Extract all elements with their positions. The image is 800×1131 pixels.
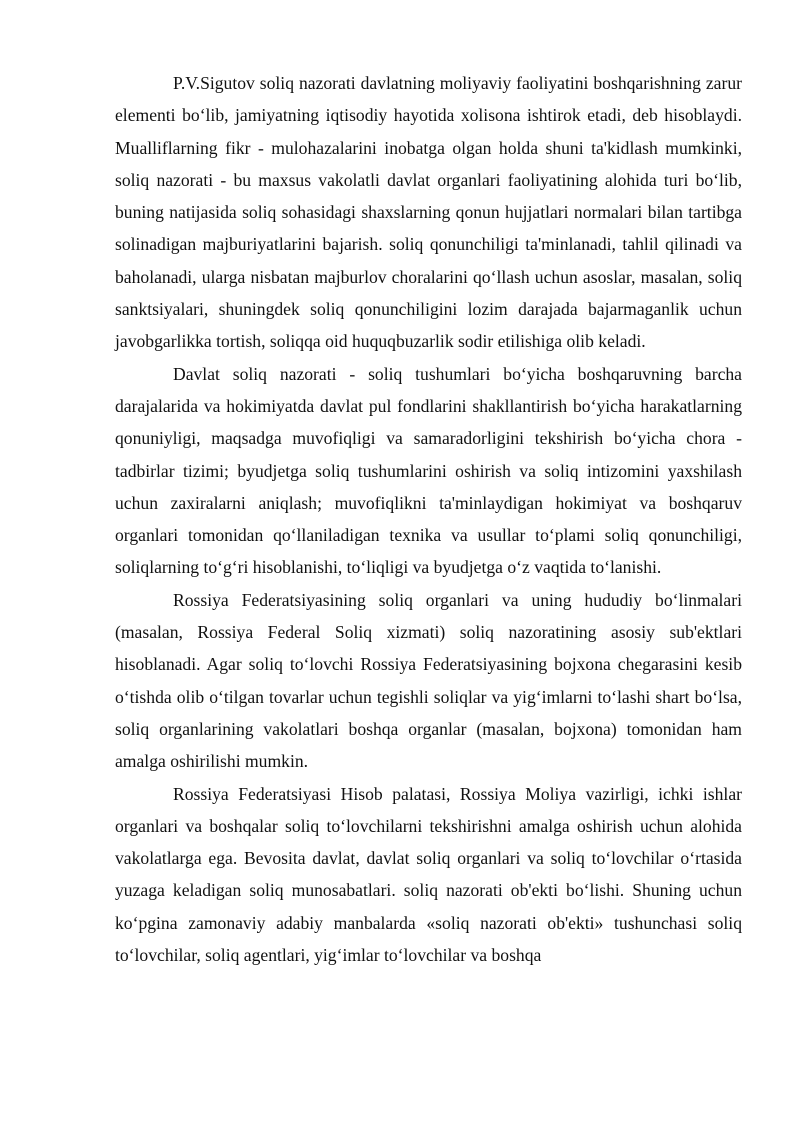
paragraph: P.V.Sigutov soliq nazorati davlatning moliyaviy faoliyatini boshqarishning zarur elementi boʻlib, jamiyatning iqtisodiy hayotida xolisona ishtirok etadi, deb hisoblaydi. Mualliflarning fikr - mulohazalarini inobatga olgan holda shuni ta'kidlash mumkinki, soliq nazorati - bu maxsus vakolatli davlat organlari faoliyatining alohida turi boʻlib, buning natijasida soliq sohasidagi shaxslarning qonun hujjatlari normalari bilan tartibga solinadigan majburiyatlarini bajarish. soliq qonunchiligi ta'minlanadi, tahlil qilinadi va baholanadi, ularga nisbatan majburlov choralarini qoʻllash uchun asoslar, masalan, soliq sanktsiyalari, shuningdek soliq qonunchiligini lozim darajada bajarmaganlik uchun javobgarlikka tortish, soliqqa oid huquqbuzarlik sodir etilishiga olib keladi. [115, 73, 742, 352]
paragraph: Davlat soliq nazorati - soliq tushumlari boʻyicha boshqaruvning barcha darajalarida va hokimiyatda davlat pul fondlarini shakllantirish boʻyicha harakatlarning qonuniyligi, maqsadga muvofiqligi va samaradorligini tekshirish boʻyicha chora - tadbirlar tizimi; byudjetga soliq tushumlarini oshirish va soliq intizomini yaxshilash uchun zaxiralarni aniqlash; muvofiqlikni ta'minlaydigan hokimiyat va boshqaruv organlari tomonidan qoʻllaniladigan texnika va usullar toʻplami soliq qonunchiligi, soliqlarning toʻgʻri hisoblanishi, toʻliqligi va byudjetga oʻz vaqtida toʻlanishi. [115, 363, 742, 578]
paragraph: Rossiya Federatsiyasining soliq organlari va uning hududiy boʻlinmalari (masalan, Rossiya Federal Soliq xizmati) soliq nazoratining asosiy sub'ektlari hisoblanadi. Agar soliq toʻlovchi Rossiya Federatsiyasining bojxona chegarasini kesib oʻtishda olib oʻtilgan tovarlar uchun tegishli soliqlar va yigʻimlarni toʻlashi shart boʻlsa, soliq organlarining vakolatlari boshqa organlar (masalan, bojxona) tomonidan ham amalga oshirilishi mumkin. [115, 589, 742, 772]
paragraph: Rossiya Federatsiyasi Hisob palatasi, Rossiya Moliya vazirligi, ichki ishlar organlari va boshqalar soliq toʻlovchilarni tekshirishni amalga oshirish uchun alohida vakolatlarga ega. Bevosita davlat, davlat soliq organlari va soliq toʻlovchilar oʻrtasida yuzaga keladigan soliq munosabatlari. soliq nazorati ob'ekti boʻlishi. Shuning uchun koʻpgina zamonaviy adabiy manbalarda «soliq nazorati ob'ekti» tushunchasi soliq toʻlovchilar, soliq agentlari, yigʻimlar toʻlovchilar va boshqa [115, 783, 742, 966]
document-body [115, 67, 742, 971]
